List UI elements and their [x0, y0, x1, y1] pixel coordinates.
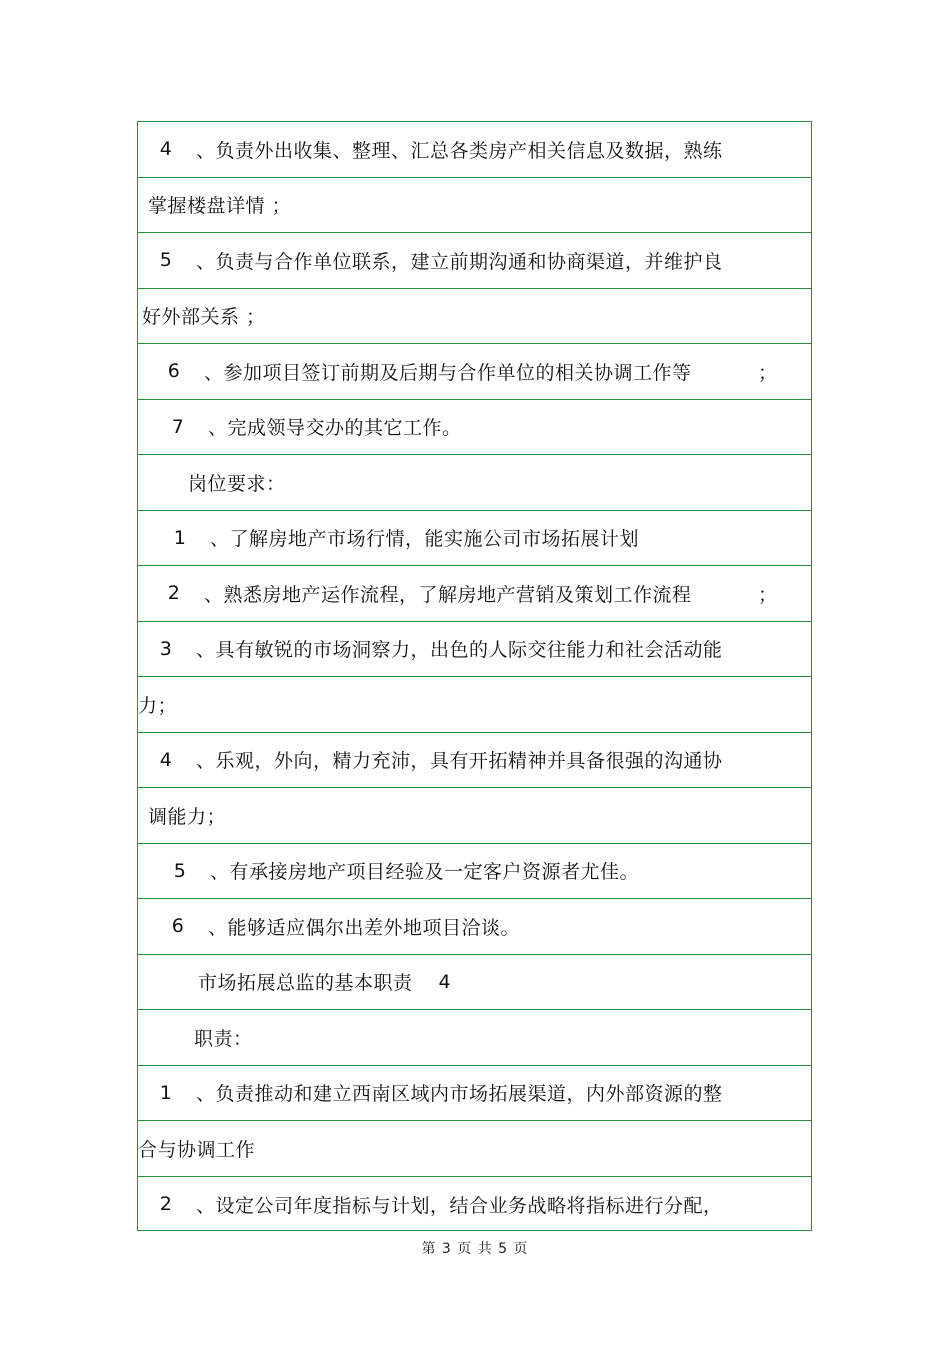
table-row [138, 899, 811, 955]
table-row [138, 400, 811, 456]
item-text: 市场拓展总监的基本职责 [198, 972, 413, 995]
item-number: 5 [159, 249, 173, 272]
table-row [138, 1010, 811, 1066]
footer-prefix: 第 [421, 1241, 437, 1257]
item-text: 、具有敏锐的市场洞察力，出色的人际交往能力和社会活动能 [196, 639, 723, 662]
list-item [142, 289, 266, 344]
section-heading [188, 455, 286, 510]
item-number: 1 [159, 1081, 173, 1104]
table-row [138, 1066, 811, 1122]
item-tail: ； [758, 361, 778, 384]
table-row [138, 1121, 811, 1177]
item-number: 2 [167, 582, 181, 605]
total-page-number: 5 [498, 1241, 509, 1257]
item-text: 、乐观，外向，精力充沛，具有开拓精神并具备很强的沟通协 [196, 750, 723, 773]
list-item [138, 677, 177, 732]
list-item [158, 233, 723, 288]
table-row [138, 122, 811, 178]
current-page-number: 3 [441, 1241, 452, 1257]
item-text: 职责： [194, 1027, 253, 1050]
table-row [138, 1177, 811, 1233]
table-row [138, 955, 811, 1011]
item-number: 6 [171, 915, 185, 938]
section-title [198, 955, 451, 1010]
item-number: 1 [173, 526, 187, 549]
page-footer [0, 1238, 950, 1258]
table-row [138, 733, 811, 789]
table-row [138, 622, 811, 678]
item-text: 好外部关系 ； [142, 306, 266, 329]
item-text: 、了解房地产市场行情，能实施公司市场拓展计划 [210, 528, 640, 551]
item-text: 、熟悉房地产运作流程，了解房地产营销及策划工作流程 [204, 583, 692, 606]
list-item [158, 622, 723, 677]
item-text: 掌握楼盘详情 ； [148, 195, 292, 218]
table-row [138, 344, 811, 400]
list-item [166, 566, 692, 621]
list-item [148, 178, 291, 233]
table-row [138, 455, 811, 511]
item-text: 、能够适应偶尔出差外地项目洽谈。 [208, 916, 521, 939]
table-row [138, 233, 811, 289]
list-item [158, 1066, 723, 1121]
item-number: 3 [159, 637, 173, 660]
item-text: 岗位要求： [188, 472, 286, 495]
table-row [138, 511, 811, 567]
list-item [158, 1177, 723, 1233]
list-item [138, 1121, 255, 1176]
footer-mid: 页 共 [457, 1241, 493, 1257]
item-text: 、设定公司年度指标与计划，结合业务战略将指标进行分配， [196, 1194, 723, 1217]
list-item [172, 511, 639, 566]
list-item [170, 400, 462, 455]
table-row [138, 788, 811, 844]
item-text: 、负责外出收集、整理、汇总各类房产相关信息及数据，熟练 [196, 139, 723, 162]
item-text: 、负责与合作单位联系，建立前期沟通和协商渠道，并维护良 [196, 250, 723, 273]
table-row [138, 677, 811, 733]
document-table [137, 121, 812, 1231]
item-text: 、负责推动和建立西南区域内市场拓展渠道，内外部资源的整 [196, 1083, 723, 1106]
item-text: 力； [138, 694, 178, 717]
item-tail: ； [758, 583, 778, 606]
item-text: 调能力； [148, 805, 227, 828]
list-item [166, 344, 692, 399]
table-row [138, 844, 811, 900]
table-row [138, 566, 811, 622]
list-item [172, 844, 639, 899]
list-item [148, 788, 226, 843]
item-number: 4 [159, 748, 173, 771]
footer-suffix: 页 [513, 1241, 529, 1257]
item-text: 、有承接房地产项目经验及一定客户资源者尤佳。 [210, 861, 640, 884]
item-text: 合与协调工作 [138, 1138, 256, 1161]
table-row [138, 289, 811, 345]
list-item [158, 733, 723, 788]
list-item [170, 899, 520, 954]
list-item [158, 122, 723, 177]
item-number: 6 [167, 360, 181, 383]
item-number: 7 [171, 415, 185, 438]
item-number: 5 [173, 859, 187, 882]
item-number: 4 [159, 138, 173, 161]
item-text: 、参加项目签订前期及后期与合作单位的相关协调工作等 [204, 361, 692, 384]
item-text: 、完成领导交办的其它工作。 [208, 417, 462, 440]
item-number: 2 [159, 1193, 173, 1216]
section-heading [194, 1010, 253, 1065]
table-row [138, 178, 811, 234]
section-number: 4 [438, 970, 452, 993]
